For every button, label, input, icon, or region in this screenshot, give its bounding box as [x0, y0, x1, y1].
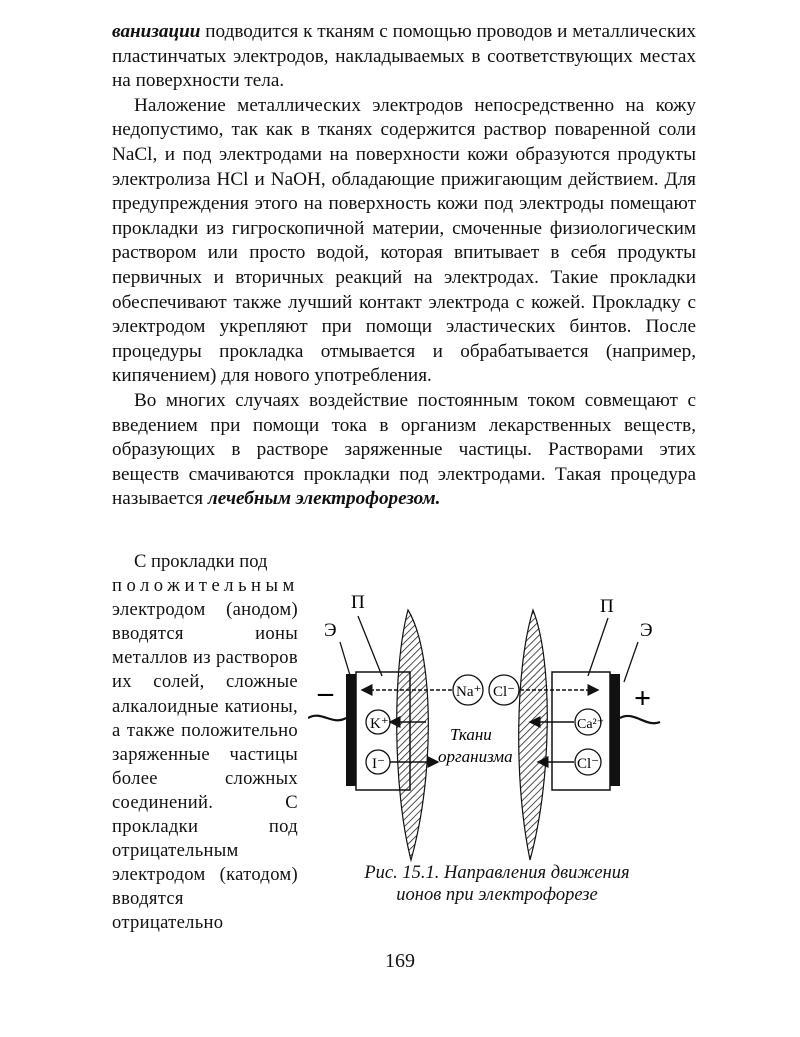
figure-caption: [312, 862, 682, 906]
label-e-right: Э: [640, 620, 653, 641]
side-line-2: положительным: [112, 575, 299, 597]
right-wire: [620, 716, 660, 723]
side-column-text: [112, 550, 298, 936]
left-electrode: [346, 674, 356, 786]
ion-i: I⁻: [372, 756, 385, 772]
label-p-right: П: [600, 596, 614, 617]
ion-ca: Ca²⁺: [577, 717, 605, 732]
side-rest: электродом (анодом) вводятся ионы металлов из растворов их солей, сложные алкалоидные катионы, а также положительно заряженные частицы более сложных соединений. С прокладки под отрицательным электродом (катодом) вводятся отрицательно: [112, 599, 298, 934]
right-electrode: [610, 674, 620, 786]
tissue-label-1: Ткани: [450, 725, 492, 744]
ion-na: Na⁺: [456, 684, 482, 700]
figure-section: [112, 550, 696, 934]
ion-cl-bottom: Cl⁻: [577, 756, 600, 772]
paragraph-1-text: подводится к тканям с помощью проводов и металлических пластинчатых электродов, накладываемых в соответствующих местах на поверхности тела.: [112, 21, 696, 92]
side-line-1: С прокладки под: [134, 551, 268, 572]
paragraph-2: Наложение металлических электродов непосредственно на кожу недопустимо, так как в тканях содержится раствор поваренной соли NaCl, и под электродами на поверхности кожи образуются продукты электролиза HCl и NaOH, обладающие прижигающим действием. Для предупреждения этого на поверхность кожи под электроды помещают прокладки из гигроскопичной материи, смоченные физиологическим раствором или просто водой, которая впитывает в себя продукты первичных и вторичных реакций на электродах. Такие прокладки обеспечивают также лучший контакт электрода с кожей. Прокладку с электродом укрепляют при помощи эластических бинтов. После процедуры прокладка отмывается и обрабатывается (например, кипячением) для нового употребления.: [112, 94, 696, 387]
label-e-left: Э: [324, 620, 337, 641]
caption-line-1: Рис. 15.1. Направления движения: [364, 863, 630, 883]
term-electrophoresis: лечебным электрофорезом.: [207, 488, 441, 510]
tissue-label-2: организма: [438, 747, 513, 766]
plus-sign: +: [634, 682, 652, 715]
minus-sign: –: [318, 676, 333, 709]
bold-word: ванизации: [112, 21, 201, 42]
paragraph-3: [112, 389, 696, 512]
paragraph-1: [112, 20, 696, 94]
main-text: [112, 20, 696, 512]
caption-line-2: ионов при электрофорезе: [396, 885, 598, 905]
left-tissue-shape: [397, 610, 429, 860]
page-number: 169: [385, 950, 415, 972]
left-wire: [308, 716, 346, 721]
electrophoresis-diagram: [308, 590, 678, 870]
right-tissue-shape: [519, 610, 548, 860]
ion-cl-top: Cl⁻: [493, 684, 516, 700]
ion-k: K⁺: [370, 716, 389, 732]
paragraph-3-text: Во многих случаях воздействие постоянным током совмещают с введением при помощи тока в организм лекарственных веществ, образующих в растворе заряженные частицы. Растворами этих веществ смачиваются прокладки под электродами. Такая процедура называется: [112, 389, 696, 510]
label-p-left: П: [351, 592, 365, 613]
